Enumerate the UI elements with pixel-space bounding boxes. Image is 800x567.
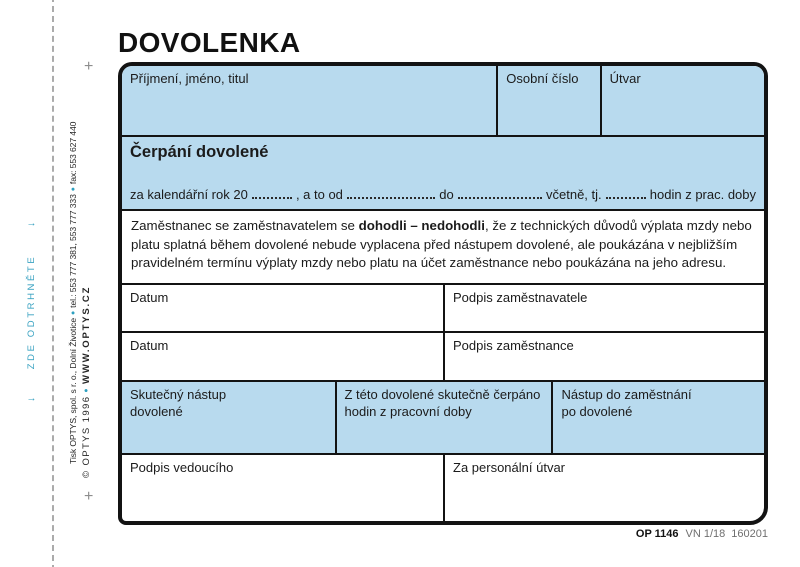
employee-signature-row <box>122 331 764 380</box>
department-label: Útvar <box>609 71 641 86</box>
employee-signature-field <box>443 333 764 380</box>
website-text: WWW.OPTYS.CZ <box>81 285 92 384</box>
vacation-section-cell <box>122 137 764 209</box>
agreement-text-1: Zaměstnanec se zaměstnavatelem se <box>131 218 359 233</box>
personal-number-field <box>496 66 599 135</box>
vacation-summary-row <box>122 380 764 453</box>
tear-here-text: ZDE ODTRHNĚTE <box>26 254 37 370</box>
identity-row <box>122 66 764 135</box>
actual-start-field <box>122 382 335 453</box>
period-seg-hours: hodin z prac. doby <box>649 187 757 202</box>
section-heading: Čerpání dovolené <box>130 143 269 161</box>
agreement-paragraph <box>122 211 764 283</box>
employer-signature-field <box>443 285 764 331</box>
bullet-icon: ● <box>82 386 90 393</box>
agreement-text-2: , že z technických důvodů výplata mzdy nebo platu splatná během dovolené nebude vyplacena před nástupem dovolené, ale poukázána v nejbližším pravidelném termínu výplaty mzdy nebo platu na účet zaměstnance nebo poukázána na jeho adresu. <box>131 218 752 271</box>
fill-in-dots <box>606 197 646 199</box>
registration-mark-bottom: + <box>84 488 94 505</box>
approval-row <box>122 453 764 521</box>
printer-fax: fax: 553 627 440 <box>68 121 78 185</box>
hours-taken-field <box>335 382 552 453</box>
period-seg-to: do <box>439 187 454 202</box>
copyright-text: © OPTYS 1996 <box>81 395 92 478</box>
vacation-period-line <box>130 187 756 202</box>
department-field <box>600 66 764 135</box>
date-field-employer <box>122 285 443 331</box>
form-table <box>118 62 768 525</box>
personal-number-label: Osobní číslo <box>506 71 579 86</box>
fill-in-dots <box>347 197 435 199</box>
form-footer <box>118 528 768 540</box>
date-label: Datum <box>130 290 169 305</box>
employer-signature-label: Podpis zaměstnavatele <box>453 290 588 305</box>
name-label: Příjmení, jméno, titul <box>130 71 249 86</box>
manager-signature-label: Podpis vedoucího <box>130 460 234 475</box>
fill-in-dots <box>458 197 542 199</box>
vacation-section-row <box>122 135 764 209</box>
printer-tel: tel.: 553 777 381, 553 777 333 <box>68 194 78 308</box>
date-field-employee <box>122 333 443 380</box>
tear-here-label <box>26 222 37 402</box>
bullet-icon: ● <box>69 310 77 315</box>
hr-label: Za personální útvar <box>453 460 566 475</box>
form-title: DOVOLENKA <box>118 27 301 58</box>
registration-mark-top: + <box>84 58 94 75</box>
return-to-work-field <box>551 382 764 453</box>
manager-signature-field <box>122 455 443 521</box>
name-field <box>122 66 496 135</box>
return-to-work-label: Nástup do zaměstnání po dovolené <box>561 387 692 419</box>
bullet-icon: ● <box>69 187 77 192</box>
period-seg-year: za kalendářní rok 20 <box>130 187 248 202</box>
tear-arrow-icon: ↓ <box>26 222 37 227</box>
perforation-dashed-line <box>52 0 54 567</box>
form-code: OP 1146 <box>635 528 679 540</box>
printer-info-line <box>68 122 78 464</box>
agreement-row <box>122 209 764 283</box>
tear-arrow-icon: ↓ <box>26 397 37 402</box>
agreement-bold-choice: dohodli – nedohodli <box>358 218 485 233</box>
employer-signature-row <box>122 283 764 331</box>
actual-start-label: Skutečný nástup dovolené <box>130 387 227 419</box>
form-version: VN 1/18 <box>685 528 726 540</box>
hours-taken-label: Z této dovolené skutečně čerpáno hodin z pracovní doby <box>344 387 541 419</box>
period-seg-from: , a to od <box>295 187 343 202</box>
date-label: Datum <box>130 338 169 353</box>
hr-field <box>443 455 764 521</box>
copyright-line <box>81 286 92 478</box>
form-date-code: 160201 <box>731 528 768 540</box>
employee-signature-label: Podpis zaměstnance <box>453 338 574 353</box>
fill-in-dots <box>252 197 292 199</box>
period-seg-incl: včetně, tj. <box>546 187 602 202</box>
printer-company: Tisk OPTYS, spol. s r. o., Dolní Životice <box>68 317 78 464</box>
